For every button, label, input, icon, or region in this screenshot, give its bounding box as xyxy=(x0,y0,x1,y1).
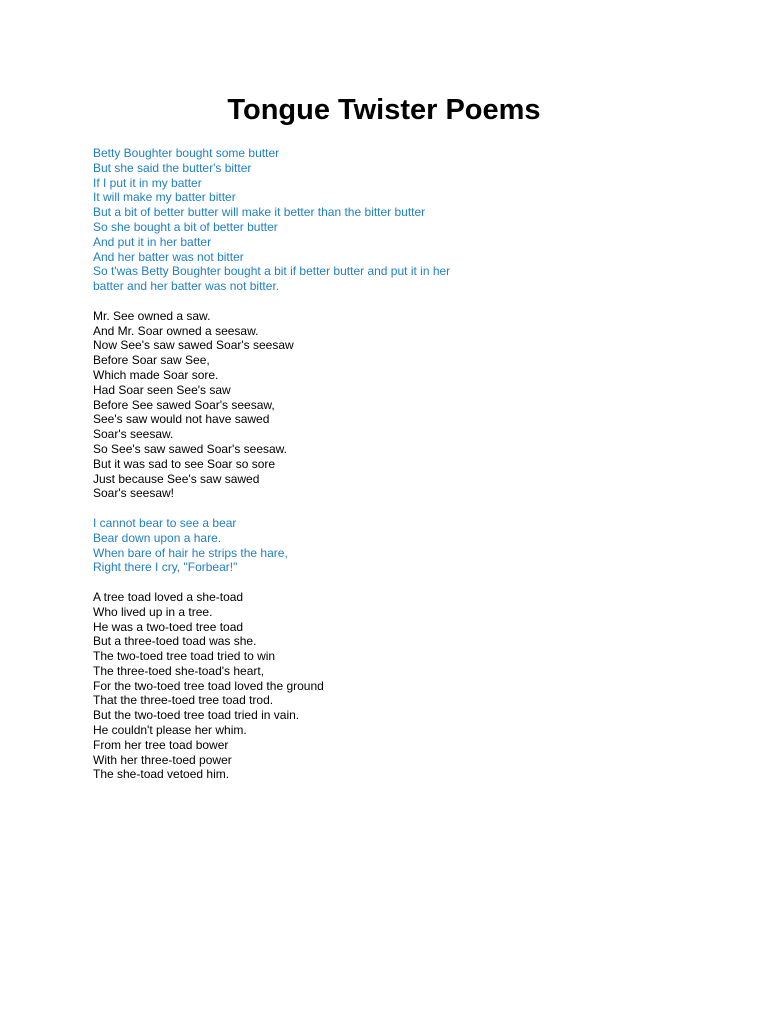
poem-line: I cannot bear to see a bear xyxy=(93,515,237,530)
poem-line: And Mr. Soar owned a seesaw. xyxy=(93,323,259,338)
poem-line: Mr. See owned a saw. xyxy=(93,308,211,323)
poem-line: For the two-toed tree toad loved the ground xyxy=(93,678,324,693)
poem-line: But a bit of better butter will make it better than the bitter butter xyxy=(93,205,426,220)
poem-line: But it was sad to see Soar so sore xyxy=(93,456,276,471)
poem-line: He was a two-toed tree toad xyxy=(93,619,244,634)
poem-line: And put it in her batter xyxy=(93,234,212,249)
page-title: Tongue Twister Poems xyxy=(227,94,541,126)
poem-line: But she said the butter's bitter xyxy=(93,160,252,175)
poem-line: So t'was Betty Boughter bought a bit if better butter and put it in her xyxy=(93,264,451,279)
poem-line: Bear down upon a hare. xyxy=(93,530,222,545)
poem-line: Who lived up in a tree. xyxy=(93,604,213,619)
poem-line: With her three-toed power xyxy=(93,752,232,767)
poem-line: He couldn't please her whim. xyxy=(93,723,247,738)
poem-line: See's saw would not have sawed xyxy=(93,412,270,427)
poem-line: Just because See's saw sawed xyxy=(93,471,260,486)
poem-line: Before See sawed Soar's seesaw, xyxy=(93,397,275,412)
poem-line: Had Soar seen See's saw xyxy=(93,382,231,397)
poem-line: Soar's seesaw. xyxy=(93,427,174,442)
poem-bear xyxy=(93,516,733,575)
poem-line: A tree toad loved a she-toad xyxy=(93,589,244,604)
poem-line: Right there I cry, "Forbear!" xyxy=(93,560,238,575)
poem-line: But the two-toed tree toad tried in vain. xyxy=(93,708,300,723)
poem-line: Soar's seesaw! xyxy=(93,486,174,501)
poem-line: That the three-toed tree toad trod. xyxy=(93,693,274,708)
poem-line: The three-toed she-toad's heart, xyxy=(93,663,265,678)
poem-tree-toad xyxy=(93,590,733,782)
poem-list xyxy=(93,146,733,782)
poem-line: From her tree toad bower xyxy=(93,737,229,752)
poem-line: If I put it in my batter xyxy=(93,175,202,190)
poem-line: Which made Soar sore. xyxy=(93,367,219,382)
poem-line: So See's saw sawed Soar's seesaw. xyxy=(93,441,288,456)
poem-line: Before Soar saw See, xyxy=(93,353,210,368)
poem-betty-boughter xyxy=(93,146,733,294)
poem-line: The two-toed tree toad tried to win xyxy=(93,649,276,664)
poem-line: Now See's saw sawed Soar's seesaw xyxy=(93,338,294,353)
poem-line: batter and her batter was not bitter. xyxy=(93,279,280,294)
poem-line: When bare of hair he strips the hare, xyxy=(93,545,288,560)
poem-see-and-soar xyxy=(93,309,733,501)
poem-line: And her batter was not bitter xyxy=(93,249,244,264)
poem-line: So she bought a bit of better butter xyxy=(93,219,278,234)
poem-line: The she-toad vetoed him. xyxy=(93,767,230,782)
poem-line: But a three-toed toad was she. xyxy=(93,634,257,649)
poem-line: It will make my batter bitter xyxy=(93,190,236,205)
poem-line: Betty Boughter bought some butter xyxy=(93,146,280,160)
